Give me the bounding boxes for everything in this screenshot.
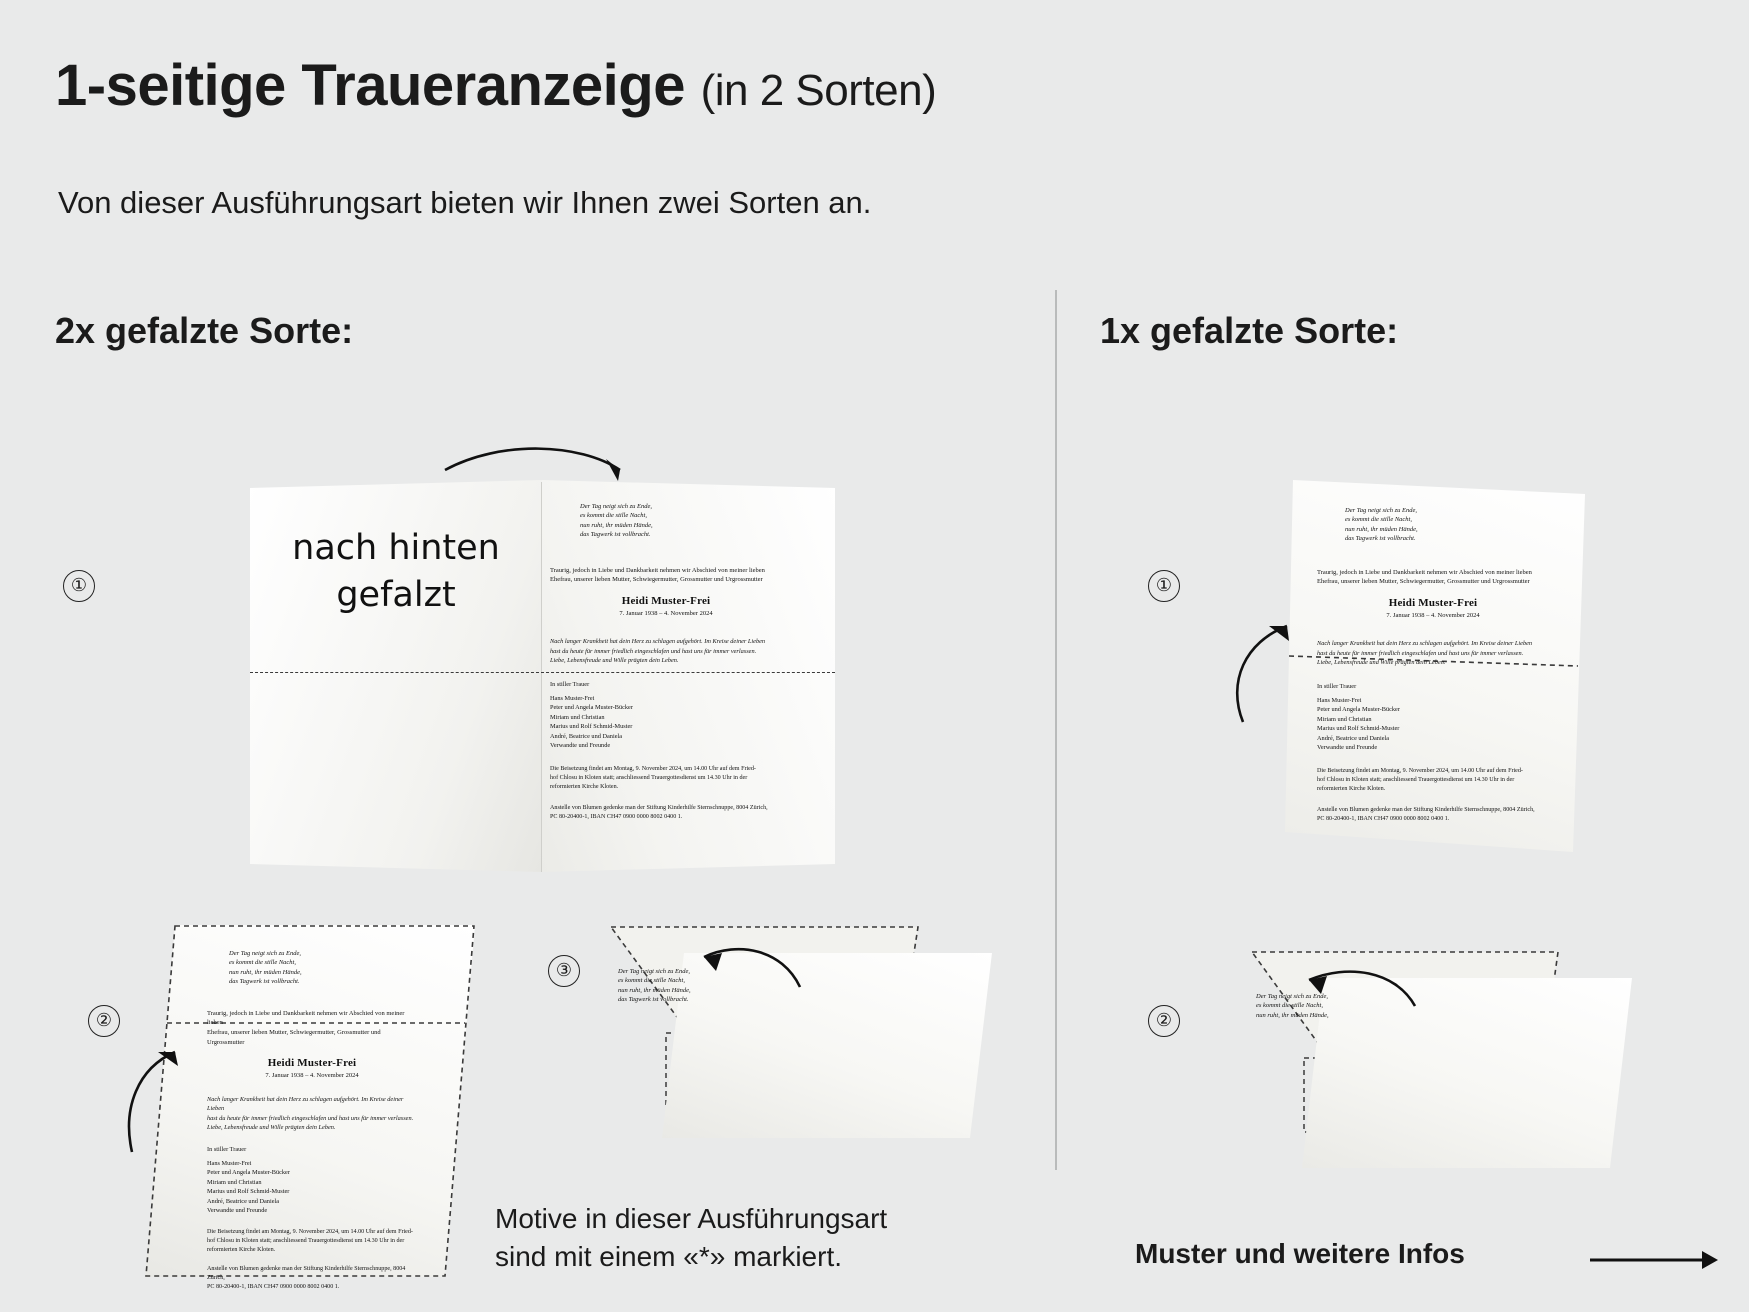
cardR-funeral-1: Die Beisetzung findet am Montag, 9. November 2024, um 14.00 Uhr auf dem Fried- xyxy=(1317,767,1523,774)
lead-line-2: Ehefrau, unserer lieben Mutter, Schwiegermutter, Grossmutter und Urgrossmutter xyxy=(550,576,763,584)
poem-line-4: das Tagwerk ist vollbracht. xyxy=(580,531,651,539)
fold-back-annotation xyxy=(270,525,522,620)
cardR2-poem-3: nun ruht, ihr müden Hände, xyxy=(1256,1011,1329,1019)
card-open-spread xyxy=(250,480,835,880)
card-step2-content xyxy=(207,949,417,1292)
cardR-mourner-2: Peter und Angela Muster-Bücker xyxy=(1317,706,1400,714)
cardR-mourner-5: André, Beatrice und Daniela xyxy=(1317,734,1390,742)
card2-mourner-2: Peter und Angela Muster-Bücker xyxy=(207,1169,290,1177)
card2-poem-4: das Tagwerk ist vollbracht. xyxy=(229,978,300,986)
muster-arrow-icon[interactable] xyxy=(1590,1248,1720,1272)
cardR-italic-2: hast du heute für immer friedlich eingeschlafen und hast uns für immer verlassen. xyxy=(1317,649,1524,657)
page-title-main: 1-seitige Traueranzeige xyxy=(55,53,685,118)
cardR-poem-4: das Tagwerk ist vollbracht. xyxy=(1345,535,1416,543)
cardR-lead xyxy=(1317,568,1549,588)
page-title-sub: (in 2 Sorten) xyxy=(700,66,937,115)
step-marker-2-right: ② xyxy=(1148,1005,1180,1037)
card2-mourner-6: Verwandte und Freunde xyxy=(207,1207,268,1215)
card-dates: 7. Januar 1938 – 4. November 2024 xyxy=(619,610,713,618)
fold-arrow-step3-left xyxy=(690,935,810,1005)
cardR2-poem-2: es kommt die stille Nacht, xyxy=(1256,1002,1323,1010)
card-poem xyxy=(580,502,812,540)
cardR-donation xyxy=(1317,806,1549,824)
card2-poem xyxy=(229,949,439,987)
card3-poem-1: Der Tag neigt sich zu Ende, xyxy=(618,968,690,975)
card2-funeral-1: Die Beisetzung findet am Montag, 9. November 2024, um 14.00 Uhr auf dem Fried- xyxy=(207,1228,413,1235)
card2-lead-1: Traurig, jedoch in Liebe und Dankbarkeit nehmen wir Abschied von meiner lieben xyxy=(207,1009,405,1027)
cardR-italic-1: Nach langer Krankheit hat dein Herz zu schlagen aufgehört. Im Kreise deiner Lieben xyxy=(1317,640,1533,648)
card-content-right-leaf xyxy=(550,502,782,822)
mourner-5: André, Beatrice und Daniela xyxy=(550,732,623,740)
card2-lead xyxy=(207,1009,417,1048)
cardR-mourners xyxy=(1317,682,1549,753)
fold-arrow-top-left xyxy=(440,445,640,505)
cardR-funeral-3: reformierten Kirche Kloten. xyxy=(1317,785,1386,792)
card2-dates: 7. Januar 1938 – 4. November 2024 xyxy=(265,1071,359,1079)
card-donation xyxy=(550,804,782,822)
donation-line-1: Anstelle von Blumen gedenke man der Stiftung Kinderhilfe Sternschnuppe, 8004 Zürich, xyxy=(550,804,768,811)
card3-poem-2: es kommt die stille Nacht, xyxy=(618,977,685,985)
caption-motive-line-2: sind mit einem «*» markiert. xyxy=(495,1240,843,1272)
step-marker-1-right: ① xyxy=(1148,570,1180,602)
card2-mourners-title: In stiller Trauer xyxy=(207,1146,247,1154)
cardR-poem-1: Der Tag neigt sich zu Ende, xyxy=(1345,507,1417,514)
intro-text: Von dieser Ausführungsart bieten wir Ihnen zwei Sorten an. xyxy=(58,185,872,220)
cardR-mourner-1: Hans Muster-Frei xyxy=(1317,696,1362,704)
cardR2-poem-1: Der Tag neigt sich zu Ende, xyxy=(1256,993,1328,1000)
poem-line-3: nun ruht, ihr müden Hände, xyxy=(580,521,653,529)
card2-funeral xyxy=(207,1228,417,1255)
cardR-italic xyxy=(1317,639,1549,667)
mourner-4: Marius und Rolf Schmid-Muster xyxy=(550,723,633,731)
cardR-poem-2: es kommt die stille Nacht, xyxy=(1345,516,1412,524)
cardR-poem xyxy=(1345,506,1577,544)
card2-italic-1: Nach langer Krankheit hat dein Herz zu schlagen aufgehört. Im Kreise deiner Lieben xyxy=(207,1095,404,1113)
center-fold-line xyxy=(541,482,542,872)
poem-line-2: es kommt die stille Nacht, xyxy=(580,512,647,520)
cardR-mourner-3: Miriam und Christian xyxy=(1317,715,1372,723)
card-lead xyxy=(550,566,782,586)
page-title xyxy=(55,52,936,119)
card-right-content xyxy=(1317,506,1549,824)
heading-left-column: 2x gefalzte Sorte: xyxy=(55,310,354,351)
fold-back-line-2: gefalzt xyxy=(336,575,456,616)
mourner-6: Verwandte und Freunde xyxy=(550,742,611,750)
italic-line-1: Nach langer Krankheit hat dein Herz zu schlagen aufgehört. Im Kreise deiner Lieben xyxy=(550,638,766,646)
donation-line-2: PC 80-20400-1, IBAN CH47 0900 0000 8002 0400 1. xyxy=(550,814,683,821)
cardR-donation-2: PC 80-20400-1, IBAN CH47 0900 0000 8002 0400 1. xyxy=(1317,816,1450,823)
fold-back-line-1: nach hinten xyxy=(292,528,500,568)
card2-mourner-3: Miriam und Christian xyxy=(207,1178,262,1186)
card3-poem-3: nun ruht, ihr müden Hände, xyxy=(618,986,691,994)
card-step3-left xyxy=(600,925,1020,1175)
card-funeral xyxy=(550,765,782,792)
card2-mourner-5: André, Beatrice und Daniela xyxy=(207,1197,280,1205)
poem-line-1: Der Tag neigt sich zu Ende, xyxy=(580,503,652,510)
cardR-mourner-6: Verwandte und Freunde xyxy=(1317,744,1378,752)
muster-label[interactable]: Muster und weitere Infos xyxy=(1135,1238,1465,1269)
cardR-mourner-4: Marius und Rolf Schmid-Muster xyxy=(1317,725,1400,733)
cardR-dates: 7. Januar 1938 – 4. November 2024 xyxy=(1386,612,1480,620)
step-marker-1-left: ① xyxy=(63,570,95,602)
card2-italic-3: Liebe, Lebensfreude und Wille prägten dein Leben. xyxy=(207,1124,336,1131)
cardR-funeral-2: hof Chlosu in Kloten statt; anschliessend Trauergottesdienst um 14.30 Uhr in der xyxy=(1317,776,1515,783)
cardR-italic-3: Liebe, Lebensfreude und Wille prägten dein Leben. xyxy=(1317,659,1446,667)
funeral-line-3: reformierten Kirche Kloten. xyxy=(550,783,619,790)
card2-donation xyxy=(207,1265,417,1292)
card2-mourner-4: Marius und Rolf Schmid-Muster xyxy=(207,1188,290,1196)
step-marker-2-left: ② xyxy=(88,1005,120,1037)
fold-arrow-step2-left xyxy=(120,1020,200,1160)
italic-line-3: Liebe, Lebensfreude und Wille prägten dein Leben. xyxy=(550,657,679,665)
card2-poem-3: nun ruht, ihr müden Hände, xyxy=(229,968,302,976)
card-text-italic xyxy=(550,637,782,665)
card2-name: Heidi Muster-Frei xyxy=(267,1056,357,1069)
lead-line-1: Traurig, jedoch in Liebe und Dankbarkeit nehmen wir Abschied von meiner lieben xyxy=(550,566,765,574)
mourner-3: Miriam und Christian xyxy=(550,713,605,721)
cardR-donation-1: Anstelle von Blumen gedenke man der Stiftung Kinderhilfe Sternschnuppe, 8004 Zürich, xyxy=(1317,806,1535,813)
card-step3-peek-text xyxy=(618,967,691,1005)
fold-arrow-step2-right xyxy=(1295,958,1425,1028)
card2-funeral-2: hof Chlosu in Kloten statt; anschliessend Trauergottesdienst um 14.30 Uhr in der xyxy=(207,1237,405,1244)
funeral-line-2: hof Chlosu in Kloten statt; anschliessend Trauergottesdienst um 14.30 Uhr in der xyxy=(550,774,748,781)
fold-arrow-step1-right xyxy=(1225,600,1315,730)
card3-poem-4: das Tagwerk ist vollbracht. xyxy=(618,996,689,1004)
card2-italic-2: hast du heute für immer friedlich eingeschlafen und hast uns für immer verlassen. xyxy=(207,1114,414,1122)
cardR-lead-2: Ehefrau, unserer lieben Mutter, Schwiegermutter, Grossmutter und Urgrossmutter xyxy=(1317,578,1530,586)
cardR-name: Heidi Muster-Frei xyxy=(1388,597,1478,610)
card-name: Heidi Muster-Frei xyxy=(621,595,711,608)
mourner-1: Hans Muster-Frei xyxy=(550,694,595,702)
cardR-lead-1: Traurig, jedoch in Liebe und Dankbarkeit nehmen wir Abschied von meiner lieben xyxy=(1317,568,1532,576)
mourner-2: Peter und Angela Muster-Bücker xyxy=(550,704,633,712)
card2-funeral-3: reformierten Kirche Kloten. xyxy=(207,1246,276,1253)
column-divider xyxy=(1055,290,1057,1170)
heading-right-column: 1x gefalzte Sorte: xyxy=(1100,310,1399,351)
card2-mourner-1: Hans Muster-Frei xyxy=(207,1159,252,1167)
cardR-funeral xyxy=(1317,767,1549,794)
caption-motive-line-1: Motive in dieser Ausführungsart xyxy=(495,1203,888,1234)
caption-motive xyxy=(495,1200,887,1276)
funeral-line-1: Die Beisetzung findet am Montag, 9. November 2024, um 14.00 Uhr auf dem Fried- xyxy=(550,765,756,772)
step-marker-3-left: ③ xyxy=(548,955,580,987)
cardR-poem-3: nun ruht, ihr müden Hände, xyxy=(1345,525,1418,533)
card-mourners xyxy=(550,680,782,751)
cardR-mourners-title: In stiller Trauer xyxy=(1317,682,1357,690)
card-open-right-column xyxy=(1285,480,1585,860)
italic-line-2: hast du heute für immer friedlich eingeschlafen und hast uns für immer verlassen. xyxy=(550,647,757,655)
card2-mourners xyxy=(207,1145,417,1215)
mourners-title: In stiller Trauer xyxy=(550,680,590,688)
card2-donation-1: Anstelle von Blumen gedenke man der Stiftung Kinderhilfe Sternschnuppe, 8004 Zürich, xyxy=(207,1265,406,1282)
card2-donation-2: PC 80-20400-1, IBAN CH47 0900 0000 8002 0400 1. xyxy=(207,1284,340,1291)
card2-poem-1: Der Tag neigt sich zu Ende, xyxy=(229,950,301,957)
card2-lead-2: Ehefrau, unserer lieben Mutter, Schwiegermutter, Grossmutter und Urgrossmutter xyxy=(207,1029,381,1046)
card2-poem-2: es kommt die stille Nacht, xyxy=(229,959,296,967)
card2-italic xyxy=(207,1095,417,1133)
